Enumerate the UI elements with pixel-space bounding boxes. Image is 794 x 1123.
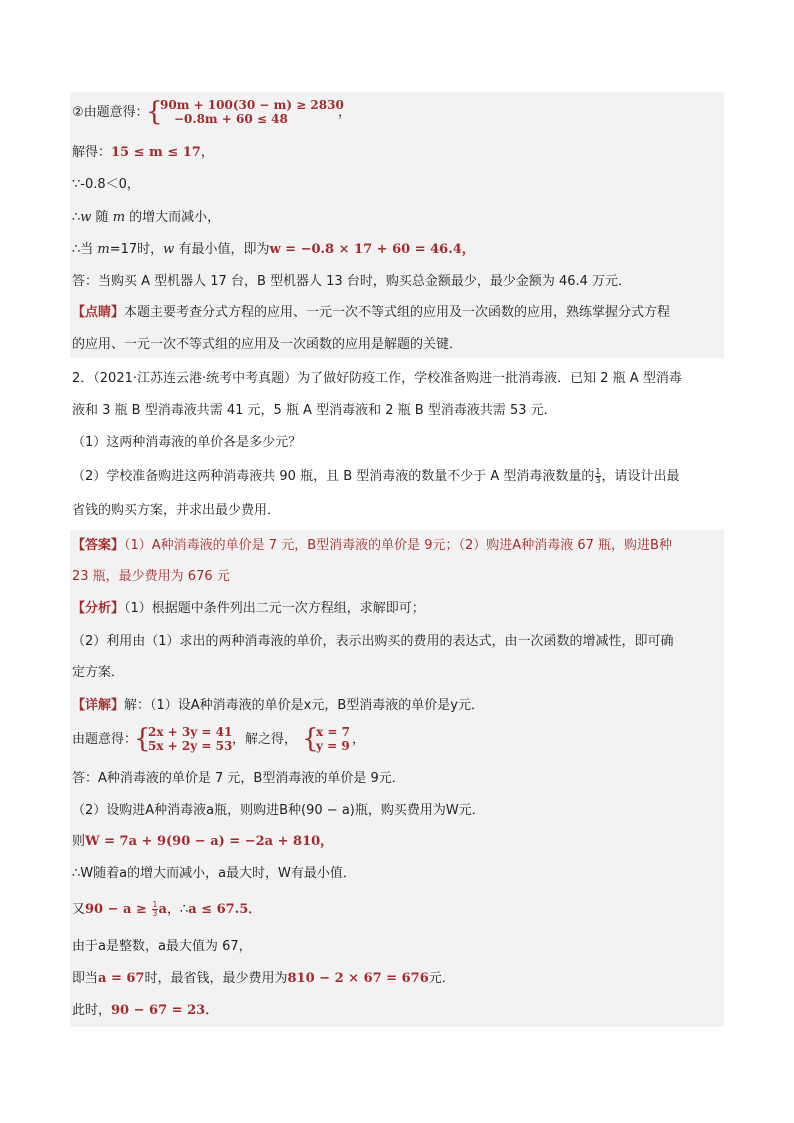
system-line-1: 90m + 100(30 − m) ≥ 2830: [160, 98, 344, 112]
solution-y: y = 9: [316, 739, 350, 753]
dianjing-line-1: 【点睛】本题主要考查分式方程的应用、一元一次不等式组的应用及一次函数的应用，熟练掌握分式方程: [72, 305, 671, 320]
question2-sub2-line1: （2）学校准备购进这两种消毒液共 90 瓶，且 B 型消毒液的数量不少于 A 型消毒液数量的 $\frac{1}{3}$ ，请设计出最: [72, 467, 680, 485]
left-brace-a: {: [134, 724, 151, 754]
optimum-line: 即当a = 67时，最省钱，最少费用为810 − 2 × 67 = 676元．: [72, 971, 455, 986]
answer-line-1: 【答案】（1）A种消毒液的单价是 7 元，B型消毒液的单价是 9元；（2）购进A种消毒液 67 瓶，购进B种: [72, 538, 672, 553]
left-brace: {: [146, 97, 163, 127]
question2-stem-2: 液和 3 瓶 B 型消毒液共需 41 元，5 瓶 A 型消毒液和 2 瓶 B 型消毒液共需 53 元．: [72, 403, 557, 418]
cost-function-line: 则W = 7a + 9(90 − a) = −2a + 810，: [72, 834, 334, 849]
price-answer-line: 答：A种消毒液的单价是 7 元，B型消毒液的单价是 9元．: [72, 771, 405, 786]
inequality-system: [72, 98, 372, 128]
solve-math: 15 ≤ m ≤ 17: [111, 145, 201, 160]
system-mid: ，解之得，: [232, 732, 298, 747]
dianjing-tag: 【点睛】: [72, 305, 125, 320]
system-intro: 由题意得：: [72, 732, 138, 747]
analysis-line-1: 【分析】（1）根据题中条件列出二元一次方程组，求解即可；: [72, 601, 425, 616]
answer-line-part1: 答：当购买 A 型机器人 17 台，B 型机器人 13 台时，购买总金额最少，最少金额为 46.4 万元．: [72, 274, 632, 289]
question2-stem-1: 2．（2021·江苏连云港·统考中考真题）为了做好防疫工作，学校准备购进一批消毒液．已知 2 瓶 A 型消毒: [72, 371, 682, 386]
fraction-one-third: $\frac{1}{3}$: [595, 467, 601, 485]
analysis-line-2: （2）利用由（1）求出的两种消毒液的单价，表示出购买的费用的表达式，由一次函数的增减性，即可确: [72, 634, 674, 649]
cost-function-math: W = 7a + 9(90 − a) = −2a + 810: [85, 834, 321, 849]
integer-line: 由于a是整数，a最大值为 67，: [72, 939, 252, 954]
system-tail-2: ，: [352, 732, 366, 747]
monotonic-line: ∴w 随 m 的增大而减小，: [72, 210, 221, 225]
minimum-line: ∴当 m=17时，w 有最小值，即为w = −0.8 × 17 + 60 = 46.4，: [72, 242, 475, 257]
constraint-line: 又90 − a ≥ $\frac{1}{3}$ a，∴a ≤ 67.5．: [72, 900, 262, 918]
system-tail: ，: [338, 105, 352, 120]
intro-label: ②由题意得：: [72, 105, 149, 120]
analysis-tag: 【分析】: [72, 601, 125, 616]
solution-x: x = 7: [316, 725, 350, 739]
solve-line: 解得：15 ≤ m ≤ 17，: [72, 145, 214, 160]
equation-1: 2x + 3y = 41: [148, 725, 233, 739]
question2-sub2-line2: 省钱的购买方案，并求出最少费用．: [72, 503, 281, 518]
system-line-2: −0.8m + 60 ≤ 48: [174, 112, 288, 126]
fraction-one-third-2: $\frac{1}{3}$: [152, 900, 158, 918]
answer-line-2: 23 瓶，最少费用为 676 元: [72, 569, 230, 584]
condition-line: ∵-0.8＜0，: [72, 177, 140, 192]
left-brace-b: {: [302, 724, 319, 754]
decreasing-line: ∴W随着a的增大而减小，a最大时，W有最小值．: [72, 866, 356, 881]
detail-tag: 【详解】: [72, 698, 125, 713]
analysis-line-3: 定方案．: [72, 665, 125, 680]
equation-2: 5x + 2y = 53: [148, 739, 233, 753]
question2-sub1: （1）这两种消毒液的单价各是多少元？: [72, 435, 302, 450]
setup-line: （2）设购进A种消毒液a瓶，则购进B种(90 − a)瓶，购买费用为W元．: [72, 803, 485, 818]
answer-tag: 【答案】: [72, 538, 125, 553]
minimum-math: w = −0.8 × 17 + 60 = 46.4: [269, 242, 462, 257]
equation-system: [72, 724, 432, 756]
detail-line-1: 【详解】解：（1）设A种消毒液的单价是x元，B型消毒液的单价是y元．: [72, 698, 484, 713]
dianjing-line-2: 的应用、一元一次不等式组的应用及一次函数的应用是解题的关键．: [72, 337, 463, 352]
final-line: 此时，90 − 67 = 23．: [72, 1003, 219, 1018]
